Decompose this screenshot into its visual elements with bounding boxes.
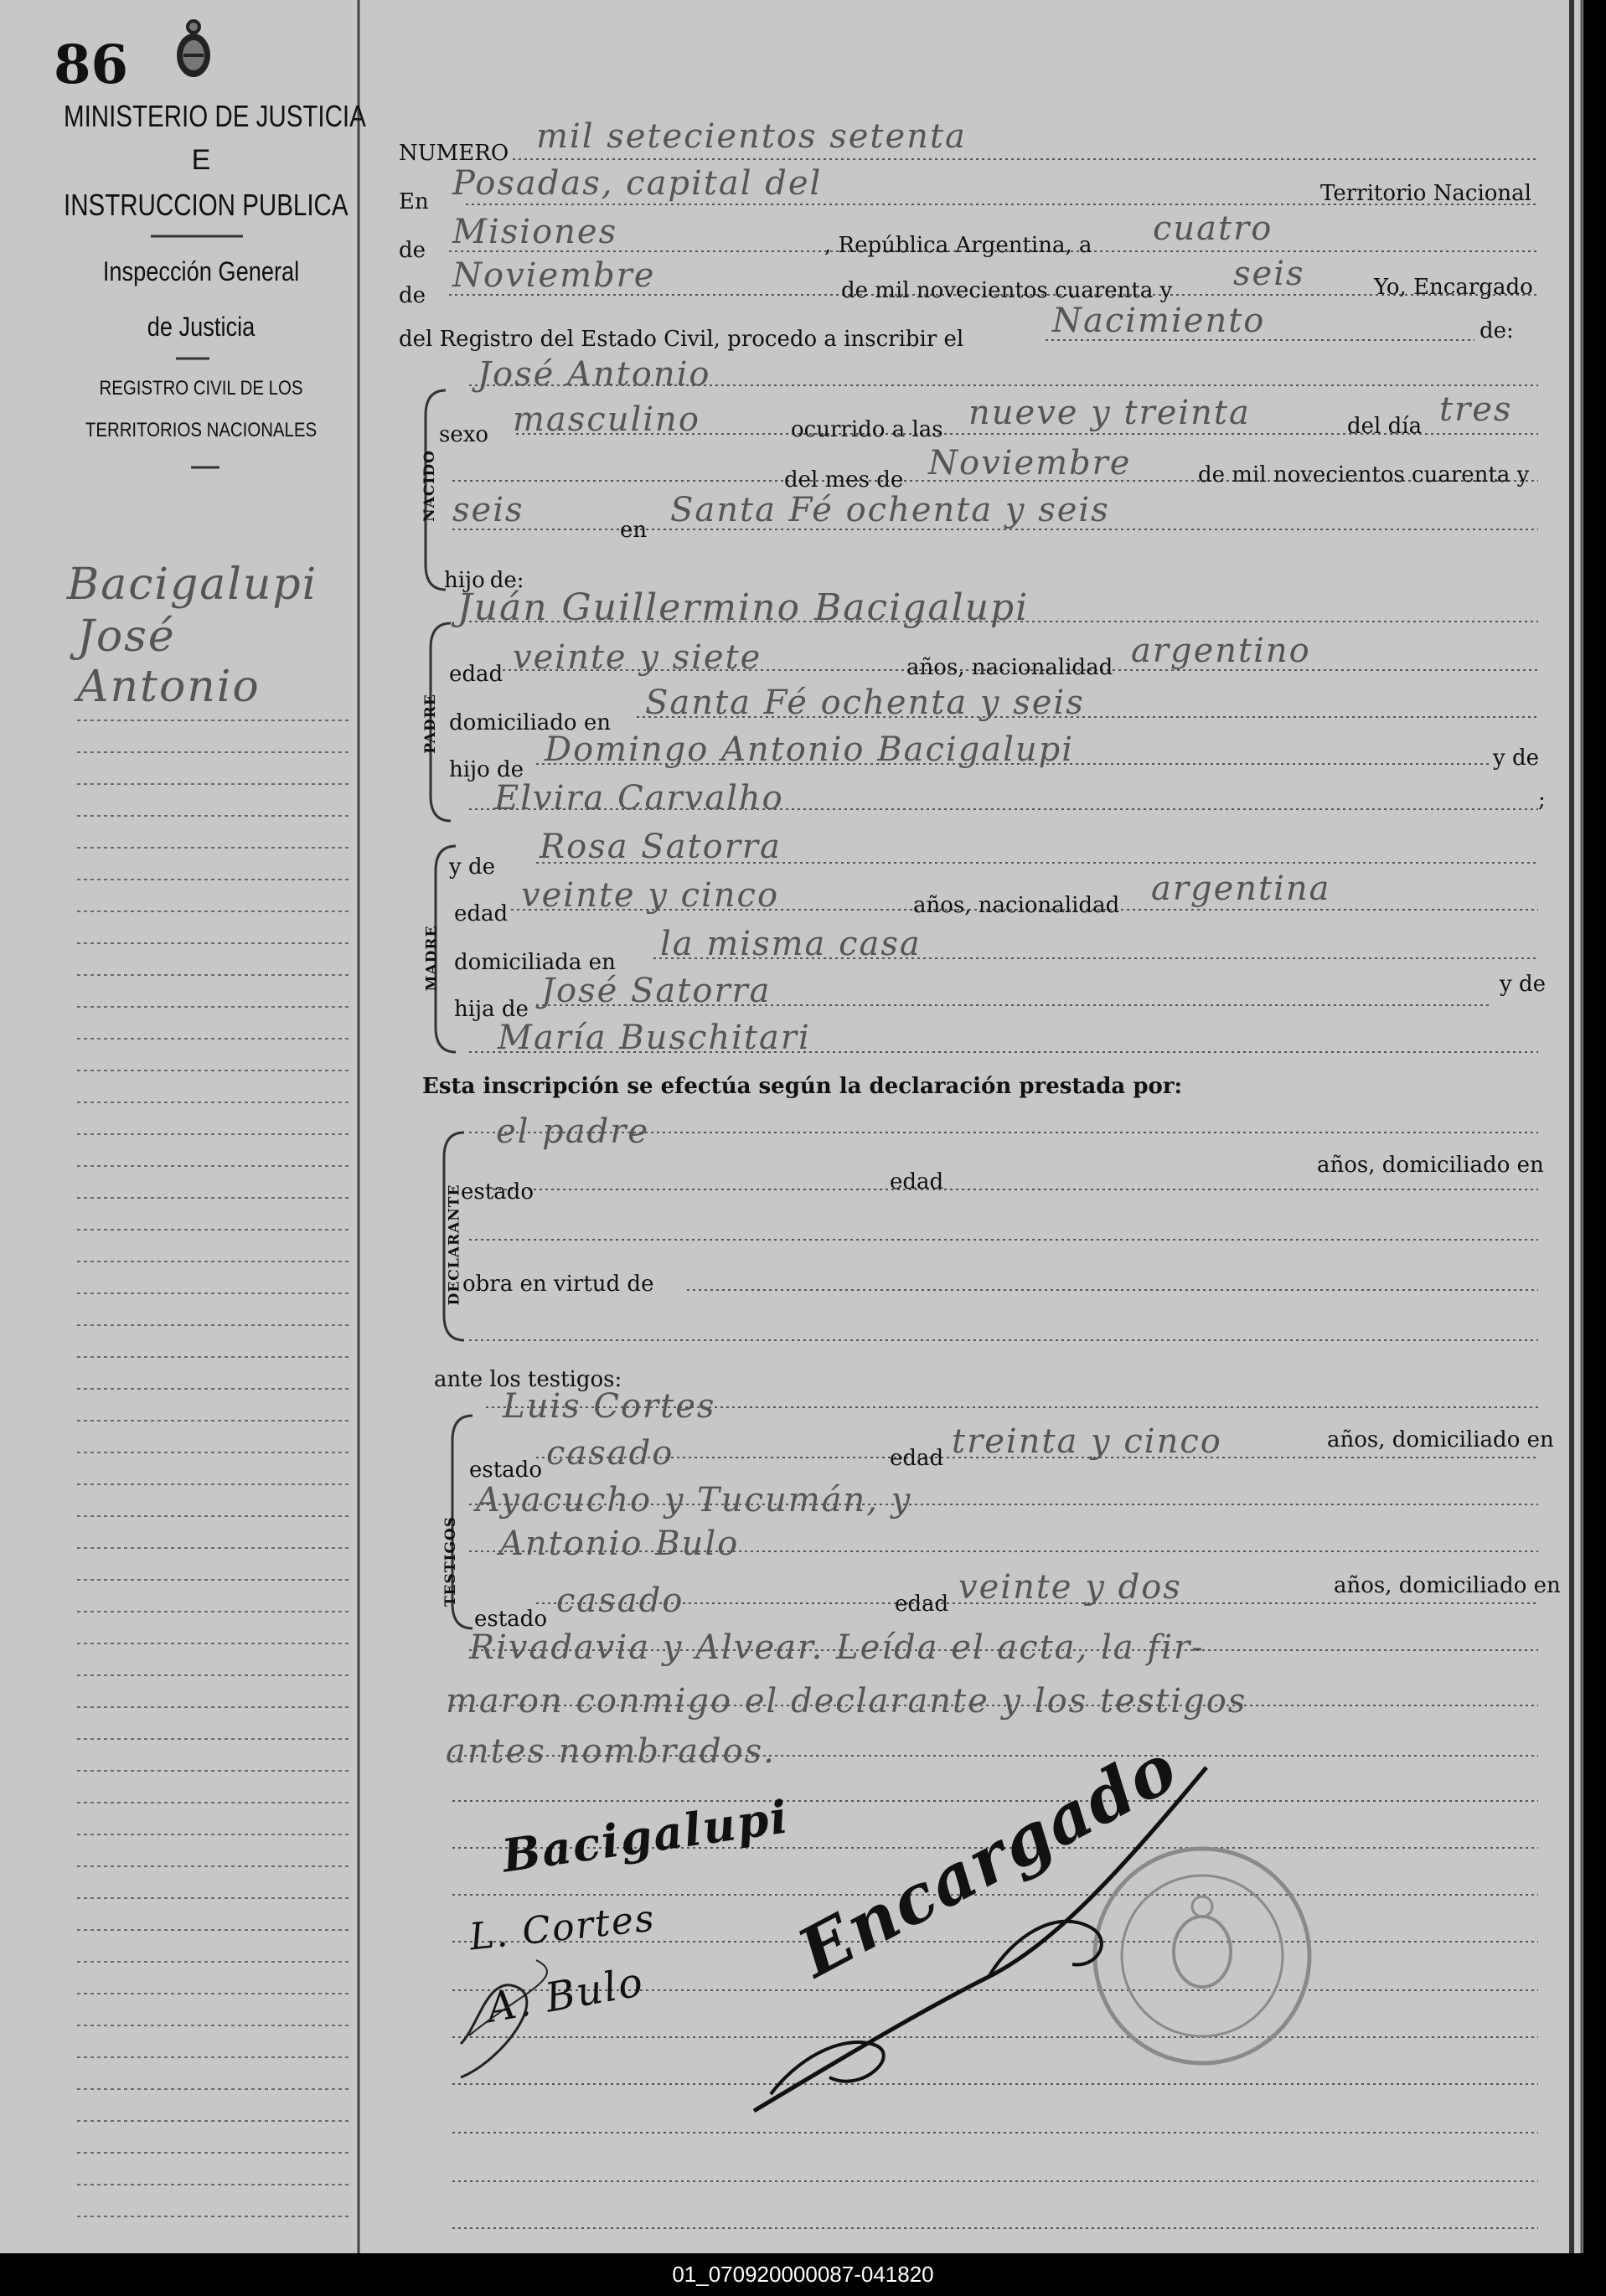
declarante-label: DECLARANTE [446,1184,463,1306]
page-number: 86 [54,34,129,96]
padre-edad-value: veinte y siete [513,638,762,677]
padre-hijo-de-label: hijo de [449,757,524,782]
hour-value: nueve y treinta [968,394,1251,432]
witness-1-estado-value: casado [546,1434,674,1473]
coat-of-arms-icon [172,17,215,80]
nacido-name: José Antonio [478,355,711,394]
madre-hija-de-label: hija de [454,997,529,1022]
witness-2-edad-value: veinte y dos [958,1568,1182,1607]
ministry-line-2: E [191,144,211,176]
nacido-en-label: en [620,518,648,543]
madre-nacionalidad-value: argentina [1151,869,1331,908]
ocurrido-label: ocurrido a las [791,417,943,442]
territorio-value: Misiones [452,213,618,251]
registrar-signature: Encargado [785,1727,1190,1993]
nacido-place-value: Santa Fé ochenta y seis [670,491,1110,529]
signature-3: A. Bulo [483,1958,648,2033]
closing-line-2: antes nombrados. [446,1732,776,1771]
declarante-edad-label: edad [890,1169,944,1194]
padre-edad-label: edad [449,662,503,687]
territorio-label: Territorio Nacional [1320,181,1531,206]
image-caption: 01_070920000087-041820 [0,2253,1606,2296]
madre-nacionalidad-label: años, nacionalidad [913,893,1120,918]
padre-label: PADRE [421,694,439,754]
witness-2-domicilio-label: años, domiciliado en [1334,1573,1561,1598]
inspection-line-1: Inspección General [102,256,300,286]
de-label-2: de [399,283,426,308]
closing-line-1: maron conmigo el declarante y los testigos [446,1682,1247,1721]
yo-label: Yo, Encargado [1374,275,1533,300]
year-value: seis [1233,255,1305,293]
madre-domicilio-value: la misma casa [660,925,922,963]
madre-edad-label: edad [454,901,509,926]
margin-surname: Bacigalupi [67,560,318,610]
numero-value: mil setecientos setenta [536,117,967,156]
mes-value: Noviembre [928,444,1132,482]
ministry-line-1: MINISTERIO DE JUSTICIA [64,99,366,133]
madre-mother-name: María Buschitari [498,1019,811,1057]
padre-domicilio-label: domiciliado en [449,710,611,735]
declarante-intro: Esta inscripción se efectúa según la declaración prestada por: [422,1074,1183,1099]
day-value: cuatro [1153,209,1273,248]
signature-1: Bacigalupi [498,1789,793,1883]
registry-line-1: REGISTRO CIVIL DE LOS [99,377,303,400]
testigos-label: TESTIGOS [442,1515,460,1607]
hijo-suffix: de: [489,568,524,593]
witness-2-estado-label: estado [474,1607,547,1632]
madre-father-name: José Satorra [541,972,772,1010]
madre-edad-value: veinte y cinco [521,876,780,915]
de-colon: de: [1479,318,1514,343]
declarante-domicilio-label: años, domiciliado en [1317,1153,1544,1178]
nacido-year-label: de mil novecientos cuarenta y [1198,462,1530,488]
registrar-signature-stroke [737,1759,1240,2128]
madre-label: MADRE [423,925,441,992]
signature-2: L. Cortes [467,1896,658,1959]
sexo-value: masculino [513,400,700,439]
witness-2-edad-label: edad [895,1592,949,1617]
declarante-obra-label: obra en virtud de [462,1272,654,1297]
witness-1-edad-label: edad [890,1446,944,1471]
declarante-estado-label: estado [461,1179,534,1205]
sexo-label: sexo [439,422,489,447]
act-type: Nacimiento [1052,302,1266,340]
padre-nacionalidad-label: años, nacionalidad [906,655,1113,680]
witness-1-domicilio-value: Ayacucho y Tucumán, y [476,1481,912,1519]
witness-1-domicilio-label: años, domiciliado en [1327,1427,1554,1452]
padre-y-de-label: y de [1493,746,1539,771]
year-prefix: de mil novecientos cuarenta y [841,278,1173,303]
inspection-line-2: de Justicia [147,312,256,342]
dia-value: tres [1439,390,1513,429]
witness-1-edad-value: treinta y cinco [952,1422,1222,1461]
hijo-word: hijo [444,568,485,593]
padre-nacionalidad-value: argentino [1131,632,1311,670]
declarante-name: el padre [496,1112,650,1151]
signature-flourish [436,1826,788,2094]
numero-label: NUMERO [399,141,509,166]
madre-name: Rosa Satorra [540,828,782,866]
nacido-label: NACIDO [421,450,438,522]
madre-y-de-label-2: y de [1500,972,1546,997]
margin-second-name: Antonio [77,662,261,712]
witness-2-estado-value: casado [556,1581,684,1620]
padre-mother-name: Elvira Carvalho [494,779,784,818]
en-label: En [399,189,429,214]
witness-1-estado-label: estado [469,1458,542,1483]
de-label-1: de [399,238,426,263]
margin-first-name: José [77,611,176,662]
witness-1-name: Luis Cortes [503,1387,716,1426]
madre-domicilio-label: domiciliada en [454,950,616,975]
witness-2-name: Antonio Bulo [499,1525,740,1563]
madre-y-de-label: y de [449,854,495,880]
padre-domicilio-value: Santa Fé ochenta y seis [645,684,1085,722]
mes-label: del mes de [784,467,904,493]
month-value: Noviembre [452,256,656,295]
republica-label: , República Argentina, a [824,233,1092,258]
witness-2-domicilio-value: Rivadavia y Alvear. Leída el acta, la fir- [469,1628,1205,1667]
padre-father-name: Domingo Antonio Bacigalupi [545,730,1075,769]
en-value: Posadas, capital del [452,164,823,203]
nacido-year-value: seis [452,491,524,529]
ministry-line-3: INSTRUCCION PUBLICA [64,188,349,222]
registry-line-2: TERRITORIOS NACIONALES [85,419,318,441]
padre-semicolon: ; [1538,787,1546,813]
padre-name: Juán Guillermino Bacigalupi [457,586,1030,629]
dia-label: del día [1347,414,1423,439]
registro-text: del Registro del Estado Civil, procedo a inscribir el [399,327,964,352]
testigos-intro: ante los testigos: [434,1367,622,1392]
